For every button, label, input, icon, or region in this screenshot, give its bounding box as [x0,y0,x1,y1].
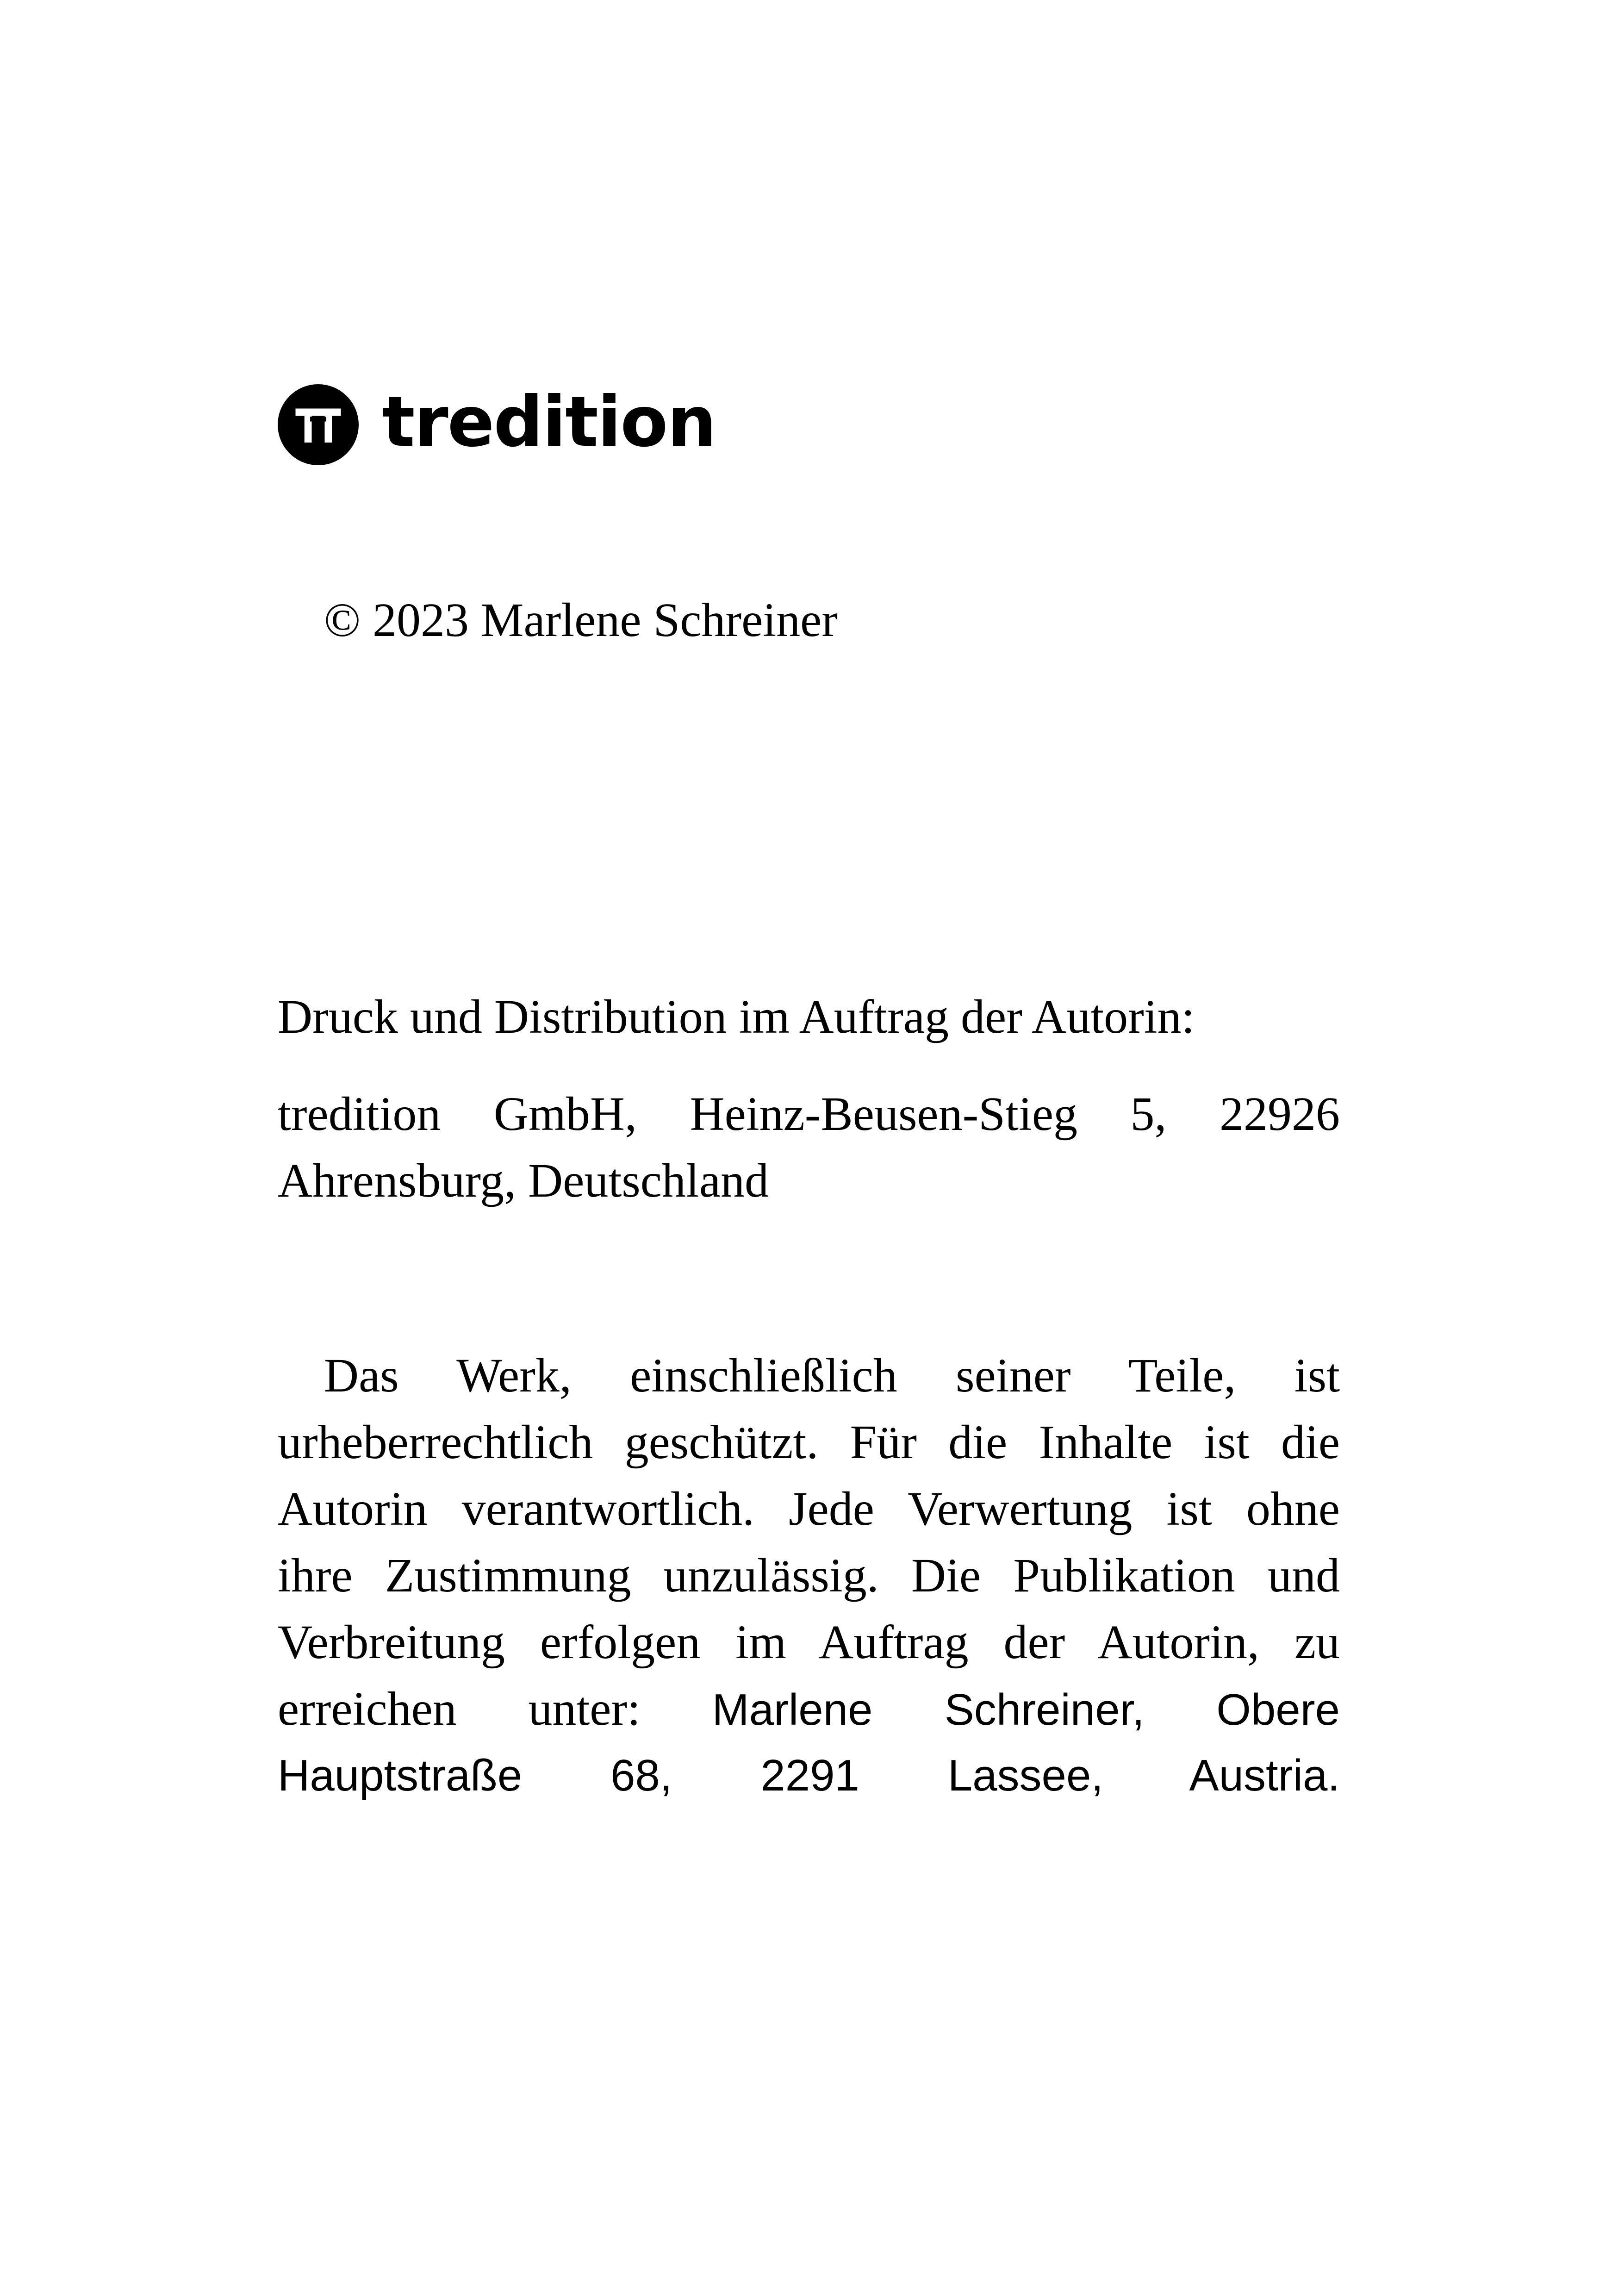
legal-line: Das Werk, einschließlich seiner Teile, ist [324,1349,1340,1402]
author-contact-name: Marlene Schreiner, Obere [712,1685,1340,1734]
legal-line-serif-part: erreichen unter: [278,1682,641,1735]
legal-notice [278,1342,1340,1809]
logo-wordmark: tredition [382,381,716,462]
legal-line: ihre Zustimmung unzulässig. Die Publikation und [278,1549,1340,1602]
author-contact-address: Hauptstraße 68, 2291 Lassee, Austria. [278,1751,1340,1800]
publisher-logo [278,381,716,465]
legal-line-contact-start [278,1676,1340,1742]
legal-line: Verbreitung erfolgen im Auftrag der Autorin, zu [278,1616,1340,1669]
publisher-address: tredition GmbH, Heinz-Beusen-Stieg 5, 22926 Ahrensburg, Deutschland [278,1087,1340,1207]
copyright-notice: © 2023 Marlene Schreiner [324,593,838,647]
legal-line: urheberrechtlich geschützt. Für die Inhalte ist die [278,1416,1340,1469]
print-distribution-heading: Druck und Distribution im Auftrag der Autorin: [278,990,1195,1043]
tredition-logo-icon [278,384,359,465]
legal-line: Autorin verantwortlich. Jede Verwertung ist ohne [278,1482,1340,1535]
